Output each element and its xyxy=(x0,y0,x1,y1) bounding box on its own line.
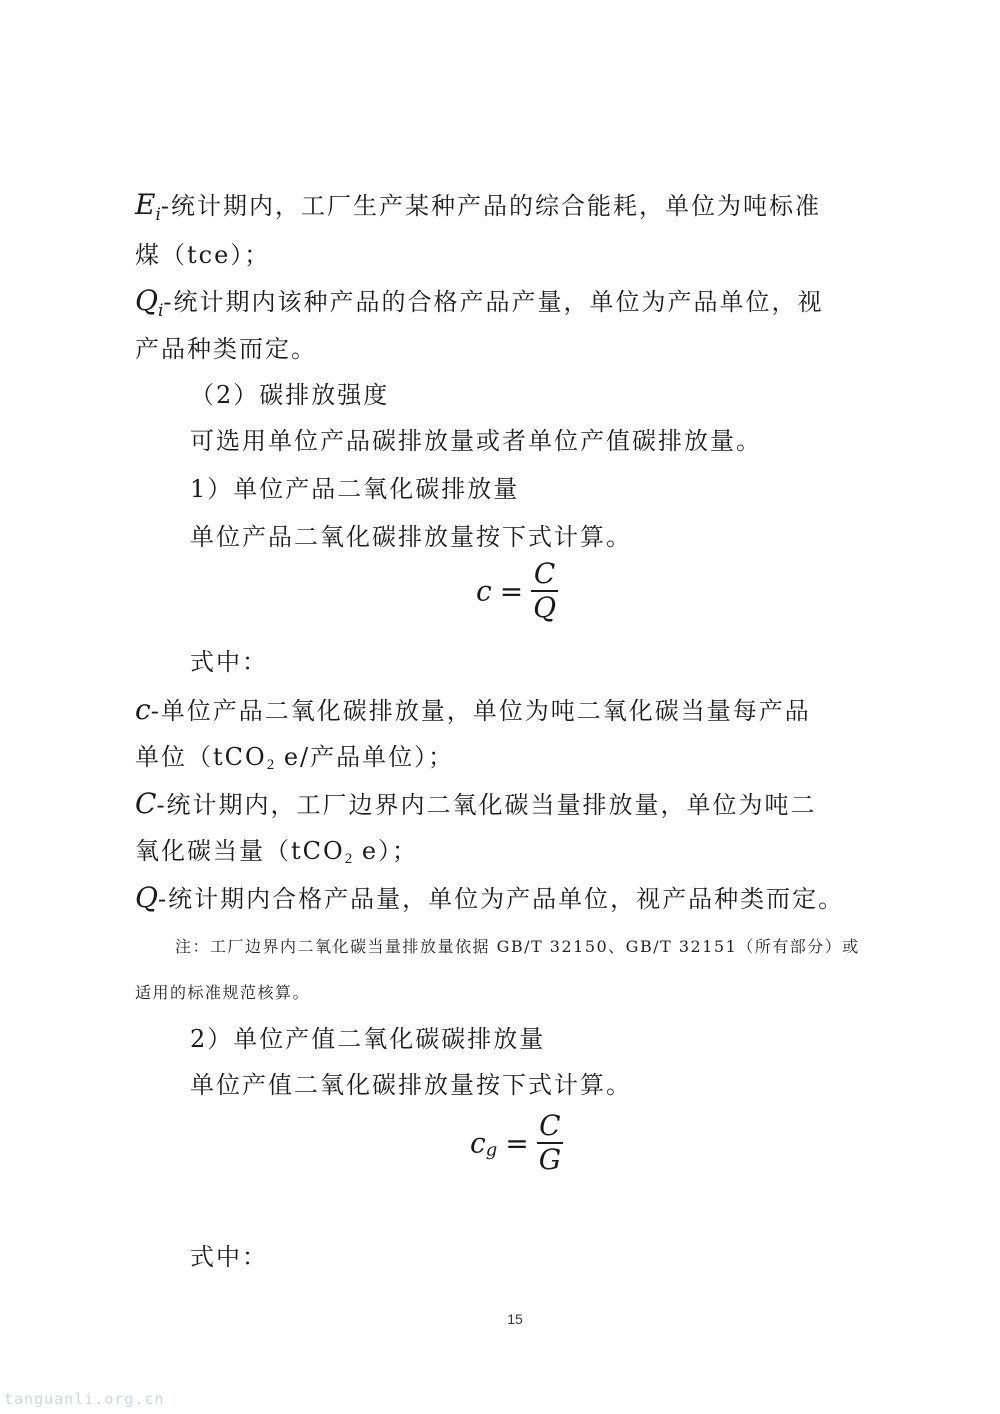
C-definition-line-1 xyxy=(135,787,1000,822)
note-line-1: 注：工厂边界内二氧化碳当量排放量依据 GB/T 32150、GB/T 32151（所有部分）或 xyxy=(175,937,860,956)
C-symbol: C xyxy=(135,787,157,820)
ei-subscript: i xyxy=(155,205,161,225)
ei-definition-line-2: 煤（tce）； xyxy=(135,241,271,269)
qi-definition-line-1 xyxy=(135,284,1000,328)
site-watermark: tanguanli.org.cn xyxy=(4,1390,165,1408)
formula-per-product xyxy=(476,558,558,624)
formula-2-fraction xyxy=(537,1110,563,1176)
c-unit-text-b: e/产品单位）； xyxy=(274,743,455,771)
C-unit-subscript: 2 xyxy=(344,851,353,867)
subheading-per-output-value: 2）单位产值二氧化碳碳排放量 xyxy=(190,1025,546,1053)
ei-definition-line-1 xyxy=(135,188,1000,232)
intro-paragraph: 可选用单位产品碳排放量或者单位产值碳排放量。 xyxy=(190,427,762,455)
ei-description: -统计期内，工厂生产某种产品的综合能耗，单位为吨标准 xyxy=(160,192,821,220)
ei-symbol: E xyxy=(135,188,156,221)
C-definition-line-2 xyxy=(135,834,1000,876)
c-definition-line-2 xyxy=(135,740,1000,782)
C-description: -统计期内，工厂边界内二氧化碳当量排放量，单位为吨二 xyxy=(156,791,817,819)
qi-symbol: Q xyxy=(135,284,158,317)
note-line-2: 适用的标准规范核算。 xyxy=(135,983,311,1002)
Q-definition-line xyxy=(135,881,1000,916)
qi-definition-line-2: 产品种类而定。 xyxy=(135,335,317,363)
Q-symbol: Q xyxy=(135,881,158,914)
formula-1-fraction xyxy=(531,558,558,624)
C-unit-text-b: e）； xyxy=(352,837,419,865)
c-description: -单位产品二氧化碳排放量，单位为吨二氧化碳当量每产品 xyxy=(150,697,811,725)
qi-subscript: i xyxy=(157,301,164,321)
C-unit-text-a: 氧化碳当量（tCO xyxy=(135,837,345,865)
where-label-2: 式中： xyxy=(190,1243,268,1271)
formula-1-lhs: c xyxy=(476,574,492,608)
formula-2-denominator: G xyxy=(538,1143,562,1176)
per-product-calc-text: 单位产品二氧化碳排放量按下式计算。 xyxy=(190,523,632,551)
formula-1-numerator: C xyxy=(533,557,556,590)
formula-1-denominator: Q xyxy=(533,591,557,624)
per-output-calc-text: 单位产值二氧化碳排放量按下式计算。 xyxy=(190,1071,632,1099)
formula-per-output-value xyxy=(470,1110,563,1176)
subheading-per-product: 1）单位产品二氧化碳排放量 xyxy=(190,475,520,503)
qi-description: -统计期内该种产品的合格产品产量，单位为产品单位，视 xyxy=(163,288,824,316)
formula-2-equals: = xyxy=(505,1126,529,1160)
formula-2-numerator: C xyxy=(539,1109,561,1142)
formula-2-lhs: c xyxy=(470,1126,486,1160)
where-label-1: 式中： xyxy=(190,648,268,676)
formula-2-lhs-subscript: g xyxy=(485,1139,498,1161)
page-number: 15 xyxy=(507,1311,523,1327)
c-symbol: c xyxy=(135,693,151,726)
c-unit-text-a: 单位（tCO xyxy=(135,743,267,771)
section-heading-carbon-intensity: （2）碳排放强度 xyxy=(190,381,390,409)
formula-1-equals: = xyxy=(499,574,524,608)
c-unit-subscript: 2 xyxy=(266,757,275,773)
c-definition-line-1 xyxy=(135,693,1000,728)
Q-description: -统计期内合格产品量，单位为产品单位，视产品种类而定。 xyxy=(157,885,845,913)
